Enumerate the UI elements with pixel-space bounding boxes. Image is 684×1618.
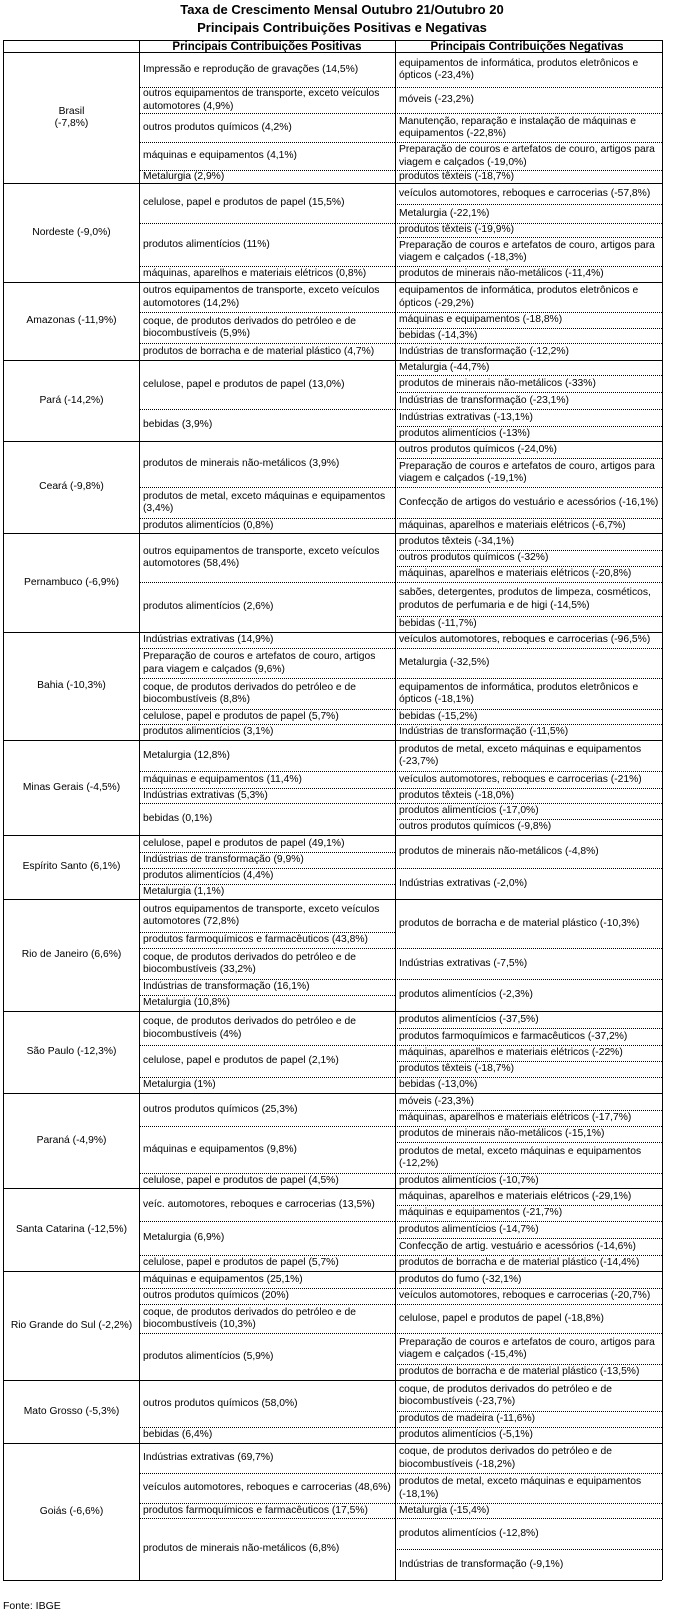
positive-contribution: celulose, papel e produtos de papel (15,5%): [143, 197, 345, 209]
positive-contribution: Indústrias de transformação (16,1%): [143, 981, 310, 993]
region-label: Pernambuco (-6,9%): [24, 576, 119, 588]
positive-contribution: celulose, papel e produtos de papel (13,0%): [143, 378, 345, 390]
positive-contribution: bebidas (3,9%): [143, 419, 213, 431]
positive-contribution: máquinas e equipamentos (9,8%): [143, 1143, 297, 1155]
positive-contribution: Indústrias extrativas (69,7%): [143, 1452, 274, 1464]
negative-contribution: máquinas, aparelhos e materiais elétricos (-17,7%): [399, 1112, 632, 1124]
region-label: Goiás (-6,6%): [39, 1505, 104, 1517]
positive-contribution: máquinas e equipamentos (11,4%): [143, 773, 302, 785]
negative-contribution: produtos de minerais não-metálicos (-11,4%): [399, 268, 604, 280]
page-subtitle: Principais Contribuições Positivas e Negativas: [197, 20, 487, 35]
negative-contribution: produtos do fumo (-32,1%): [399, 1273, 522, 1285]
positive-contribution: produtos de borracha e de material plástico (4,7%): [143, 345, 375, 357]
positive-contribution: veíc. automotores, reboques e carrocerias (13,5%): [143, 1198, 375, 1210]
positive-contribution: celulose, papel e produtos de papel (5,7%): [143, 1257, 339, 1269]
region-label: Amazonas (-11,9%): [26, 315, 117, 327]
positive-contribution: máquinas e equipamentos (4,1%): [143, 150, 297, 162]
negative-contribution: veículos automotores, reboques e carrocerias (-96,5%): [399, 634, 651, 646]
page-title: Taxa de Crescimento Mensal Outubro 21/Outubro 20: [180, 2, 504, 17]
positive-contribution: outros produtos químicos (25,3%): [143, 1103, 298, 1115]
negative-contribution: produtos de borracha e de material plástico (-14,4%): [399, 1257, 640, 1269]
negative-contribution: bebidas (-15,2%): [399, 710, 478, 722]
negative-contribution: máquinas, aparelhos e materiais elétricos (-29,1%): [399, 1190, 632, 1202]
positive-contribution: máquinas e equipamentos (25,1%): [143, 1273, 303, 1285]
positive-contribution: Impressão e reprodução de gravações (14,5%): [143, 63, 359, 75]
negative-contribution: produtos de minerais não-metálicos (-15,1%): [399, 1128, 605, 1140]
positive-contribution: celulose, papel e produtos de papel (5,7%): [143, 710, 339, 722]
negative-contribution: móveis (-23,3%): [399, 1095, 474, 1107]
positive-contribution: coque, de produtos derivados do petróleo e de biocombustíveis (4%): [143, 1016, 356, 1040]
negative-contribution: veículos automotores, reboques e carrocerias (-57,8%): [399, 187, 651, 199]
region-label: Espírito Santo (6,1%): [22, 861, 121, 873]
positive-contribution: bebidas (0,1%): [143, 813, 213, 825]
positive-contribution: outros produtos químicos (20%): [143, 1290, 289, 1302]
positive-contribution: Metalurgia (1%): [143, 1079, 216, 1091]
region-label: Nordeste (-9,0%): [32, 226, 111, 238]
positive-contribution: bebidas (6,4%): [143, 1429, 213, 1441]
negative-contribution: coque, de produtos derivados do petróleo e de biocombustíveis (-23,7%): [399, 1383, 612, 1407]
positive-contribution: veículos automotores, reboques e carrocerias (48,6%): [143, 1482, 391, 1494]
negative-contribution: máquinas e equipamentos (-18,8%): [399, 314, 563, 326]
negative-contribution: produtos farmoquímicos e farmacêuticos (-37,2%): [399, 1030, 628, 1042]
negative-contribution: produtos alimentícios (-14,7%): [399, 1223, 539, 1235]
negative-contribution: Indústrias de transformação (-11,5%): [399, 726, 569, 738]
negative-contribution: outros produtos químicos (-32%): [399, 552, 549, 564]
positive-contribution: Metalurgia (12,8%): [143, 749, 230, 761]
negative-contribution: máquinas, aparelhos e materiais elétricos (-6,7%): [399, 519, 626, 531]
negative-contribution: veículos automotores, reboques e carrocerias (-20,7%): [399, 1290, 651, 1302]
positive-contribution: Metalurgia (10,8%): [143, 997, 230, 1009]
positive-contribution: Indústrias extrativas (14,9%): [143, 634, 274, 646]
negative-contribution: máquinas e equipamentos (-21,7%): [399, 1207, 563, 1219]
negative-contribution: Preparação de couros e artefatos de couro, artigos para viagem e calçados (-15,4%): [399, 1336, 655, 1360]
positive-contribution: produtos de minerais não-metálicos (3,9%): [143, 458, 340, 470]
negative-contribution: produtos de metal, exceto máquinas e equipamentos (-18,1%): [399, 1476, 642, 1500]
positive-contribution: produtos de minerais não-metálicos (6,8%): [143, 1543, 340, 1555]
region-label: Rio Grande do Sul (-2,2%): [10, 1319, 133, 1331]
negative-contribution: produtos alimentícios (-10,7%): [399, 1174, 539, 1186]
positive-contribution: produtos de metal, exceto máquinas e equipamentos (3,4%): [143, 490, 386, 514]
negative-contribution: Indústrias extrativas (-7,5%): [399, 957, 528, 969]
negative-contribution: produtos de metal, exceto máquinas e equipamentos (-23,7%): [399, 743, 642, 767]
header-negative: Principais Contribuições Negativas: [430, 41, 624, 53]
negative-contribution: máquinas, aparelhos e materiais elétricos (-22%): [399, 1047, 623, 1059]
positive-contribution: máquinas, aparelhos e materiais elétricos (0,8%): [143, 268, 367, 280]
positive-contribution: coque, de produtos derivados do petróleo e de biocombustíveis (8,8%): [143, 681, 356, 705]
positive-contribution: produtos alimentícios (2,6%): [143, 601, 274, 613]
negative-contribution: Indústrias de transformação (-23,1%): [399, 394, 569, 406]
negative-contribution: produtos de madeira (-11,6%): [399, 1413, 536, 1425]
negative-contribution: produtos alimentícios (-12,8%): [399, 1527, 539, 1539]
negative-contribution: Indústrias extrativas (-2,0%): [399, 877, 528, 889]
negative-contribution: produtos têxteis (-34,1%): [399, 535, 515, 547]
positive-contribution: Metalurgia (1,1%): [143, 885, 225, 897]
negative-contribution: Preparação de couros e artefatos de couro, artigos para viagem e calçados (-18,3%): [399, 239, 655, 263]
negative-contribution: produtos de metal, exceto máquinas e equipamentos (-12,2%): [399, 1145, 642, 1169]
positive-contribution: outros equipamentos de transporte, exceto veículos automotores (14,2%): [143, 285, 380, 309]
negative-contribution: Preparação de couros e artefatos de couro, artigos para viagem e calçados (-19,1%): [399, 460, 655, 484]
positive-contribution: Preparação de couros e artefatos de couro, artigos para viagem e calçados (9,6%): [143, 651, 376, 675]
negative-contribution: coque, de produtos derivados do petróleo e de biocombustíveis (-18,2%): [399, 1446, 612, 1470]
source-note: Fonte: IBGE: [3, 1600, 61, 1612]
negative-contribution: produtos alimentícios (-17,0%): [399, 805, 539, 817]
negative-contribution: equipamentos de informática, produtos eletrônicos e ópticos (-18,1%): [399, 681, 639, 705]
positive-contribution: produtos alimentícios (4,4%): [143, 870, 274, 882]
negative-contribution: Indústrias de transformação (-12,2%): [399, 345, 569, 357]
negative-contribution: produtos alimentícios (-2,3%): [399, 989, 533, 1001]
positive-contribution: Indústrias extrativas (5,3%): [143, 789, 268, 801]
region-label: Bahia (-10,3%): [37, 680, 106, 692]
region-label: Rio de Janeiro (6,6%): [21, 949, 122, 961]
region-label: Ceará (-9,8%): [39, 481, 104, 493]
negative-contribution: outros produtos químicos (-24,0%): [399, 443, 557, 455]
negative-contribution: Preparação de couros e artefatos de couro, artigos para viagem e calçados (-19,0%): [399, 144, 655, 168]
positive-contribution: outros equipamentos de transporte, exceto veículos automotores (72,8%): [143, 903, 380, 927]
negative-contribution: produtos alimentícios (-37,5%): [399, 1013, 539, 1025]
negative-contribution: produtos alimentícios (-13%): [399, 427, 531, 439]
negative-contribution: Metalurgia (-22,1%): [399, 207, 490, 219]
negative-contribution: bebidas (-14,3%): [399, 329, 478, 341]
negative-contribution: outros produtos químicos (-9,8%): [399, 821, 552, 833]
negative-contribution: Metalurgia (-44,7%): [399, 361, 490, 373]
negative-contribution: produtos têxteis (-18,7%): [399, 171, 515, 182]
positive-contribution: celulose, papel e produtos de papel (2,1%): [143, 1055, 339, 1067]
negative-contribution: móveis (-23,2%): [399, 94, 474, 106]
positive-contribution: produtos alimentícios (11%): [143, 238, 270, 250]
negative-contribution: bebidas (-13,0%): [399, 1079, 478, 1091]
region-label: Brasil (-7,8%): [54, 105, 89, 129]
negative-contribution: produtos têxteis (-18,0%): [399, 789, 515, 801]
negative-contribution: Indústrias de transformação (-9,1%): [399, 1558, 564, 1570]
negative-contribution: produtos alimentícios (-5,1%): [399, 1429, 533, 1441]
positive-contribution: celulose, papel e produtos de papel (4,5%): [143, 1174, 339, 1186]
positive-contribution: coque, de produtos derivados do petróleo e de biocombustíveis (5,9%): [143, 315, 356, 339]
positive-contribution: coque, de produtos derivados do petróleo e de biocombustíveis (33,2%): [143, 951, 356, 975]
negative-contribution: celulose, papel e produtos de papel (-18,8%): [399, 1312, 604, 1324]
negative-contribution: produtos de minerais não-metálicos (-33%): [399, 377, 596, 389]
positive-contribution: Metalurgia (2,9%): [143, 171, 225, 182]
section-divider: [3, 1580, 662, 1581]
negative-contribution: veículos automotores, reboques e carrocerias (-21%): [399, 773, 642, 785]
section-divider: [3, 40, 662, 41]
positive-contribution: Metalurgia (6,9%): [143, 1232, 225, 1244]
positive-contribution: outros equipamentos de transporte, exceto veículos automotores (58,4%): [143, 545, 380, 569]
positive-contribution: coque, de produtos derivados do petróleo e de biocombustíveis (10,3%): [143, 1306, 356, 1330]
positive-contribution: produtos alimentícios (5,9%): [143, 1350, 274, 1362]
negative-contribution: Confecção de artig. vestuário e acessórios (-14,6%): [399, 1240, 636, 1252]
negative-contribution: produtos de borracha e de material plástico (-13,5%): [399, 1366, 640, 1378]
column-divider: [662, 40, 663, 1580]
negative-contribution: produtos de minerais não-metálicos (-4,8%): [399, 845, 599, 857]
positive-contribution: Indústrias de transformação (9,9%): [143, 854, 304, 866]
region-label: Pará (-14,2%): [39, 394, 104, 406]
negative-contribution: Manutenção, reparação e instalação de máquinas e equipamentos (-22,8%): [399, 115, 636, 139]
negative-contribution: Metalurgia (-32,5%): [399, 657, 490, 669]
negative-contribution: produtos têxteis (-18,7%): [399, 1063, 515, 1075]
negative-contribution: sabões, detergentes, produtos de limpeza, cosméticos, produtos de perfumaria e de higi (-14,5%): [399, 587, 651, 611]
negative-contribution: máquinas, aparelhos e materiais elétricos (-20,8%): [399, 568, 632, 580]
region-label: Paraná (-4,9%): [36, 1134, 107, 1146]
negative-contribution: equipamentos de informática, produtos eletrônicos e ópticos (-23,4%): [399, 57, 639, 81]
positive-contribution: outros produtos químicos (58,0%): [143, 1397, 298, 1409]
negative-contribution: Metalurgia (-15,4%): [399, 1504, 490, 1516]
positive-contribution: produtos farmoquímicos e farmacêuticos (17,5%): [143, 1504, 368, 1516]
negative-contribution: produtos de borracha e de material plástico (-10,3%): [399, 917, 640, 929]
positive-contribution: outros produtos químicos (4,2%): [143, 121, 292, 133]
positive-contribution: produtos alimentícios (3,1%): [143, 726, 274, 738]
header-positive: Principais Contribuições Positivas: [172, 41, 362, 53]
positive-contribution: outros equipamentos de transporte, exceto veículos automotores (4,9%): [143, 88, 380, 112]
negative-contribution: Indústrias extrativas (-13,1%): [399, 411, 533, 423]
positive-contribution: produtos alimentícios (0,8%): [143, 519, 274, 531]
region-label: Minas Gerais (-4,5%): [22, 781, 121, 793]
region-label: São Paulo (-12,3%): [26, 1046, 117, 1058]
negative-contribution: Confecção de artigos do vestuário e acessórios (-16,1%): [399, 496, 659, 508]
negative-contribution: produtos têxteis (-19,9%): [399, 224, 515, 236]
positive-contribution: celulose, papel e produtos de papel (49,1%): [143, 837, 345, 849]
region-label: Santa Catarina (-12,5%): [15, 1223, 128, 1235]
positive-contribution: produtos farmoquímicos e farmacêuticos (43,8%): [143, 934, 368, 946]
negative-contribution: bebidas (-11,7%): [399, 618, 477, 630]
region-label: Mato Grosso (-5,3%): [23, 1405, 120, 1417]
negative-contribution: equipamentos de informática, produtos eletrônicos e ópticos (-29,2%): [399, 285, 639, 309]
